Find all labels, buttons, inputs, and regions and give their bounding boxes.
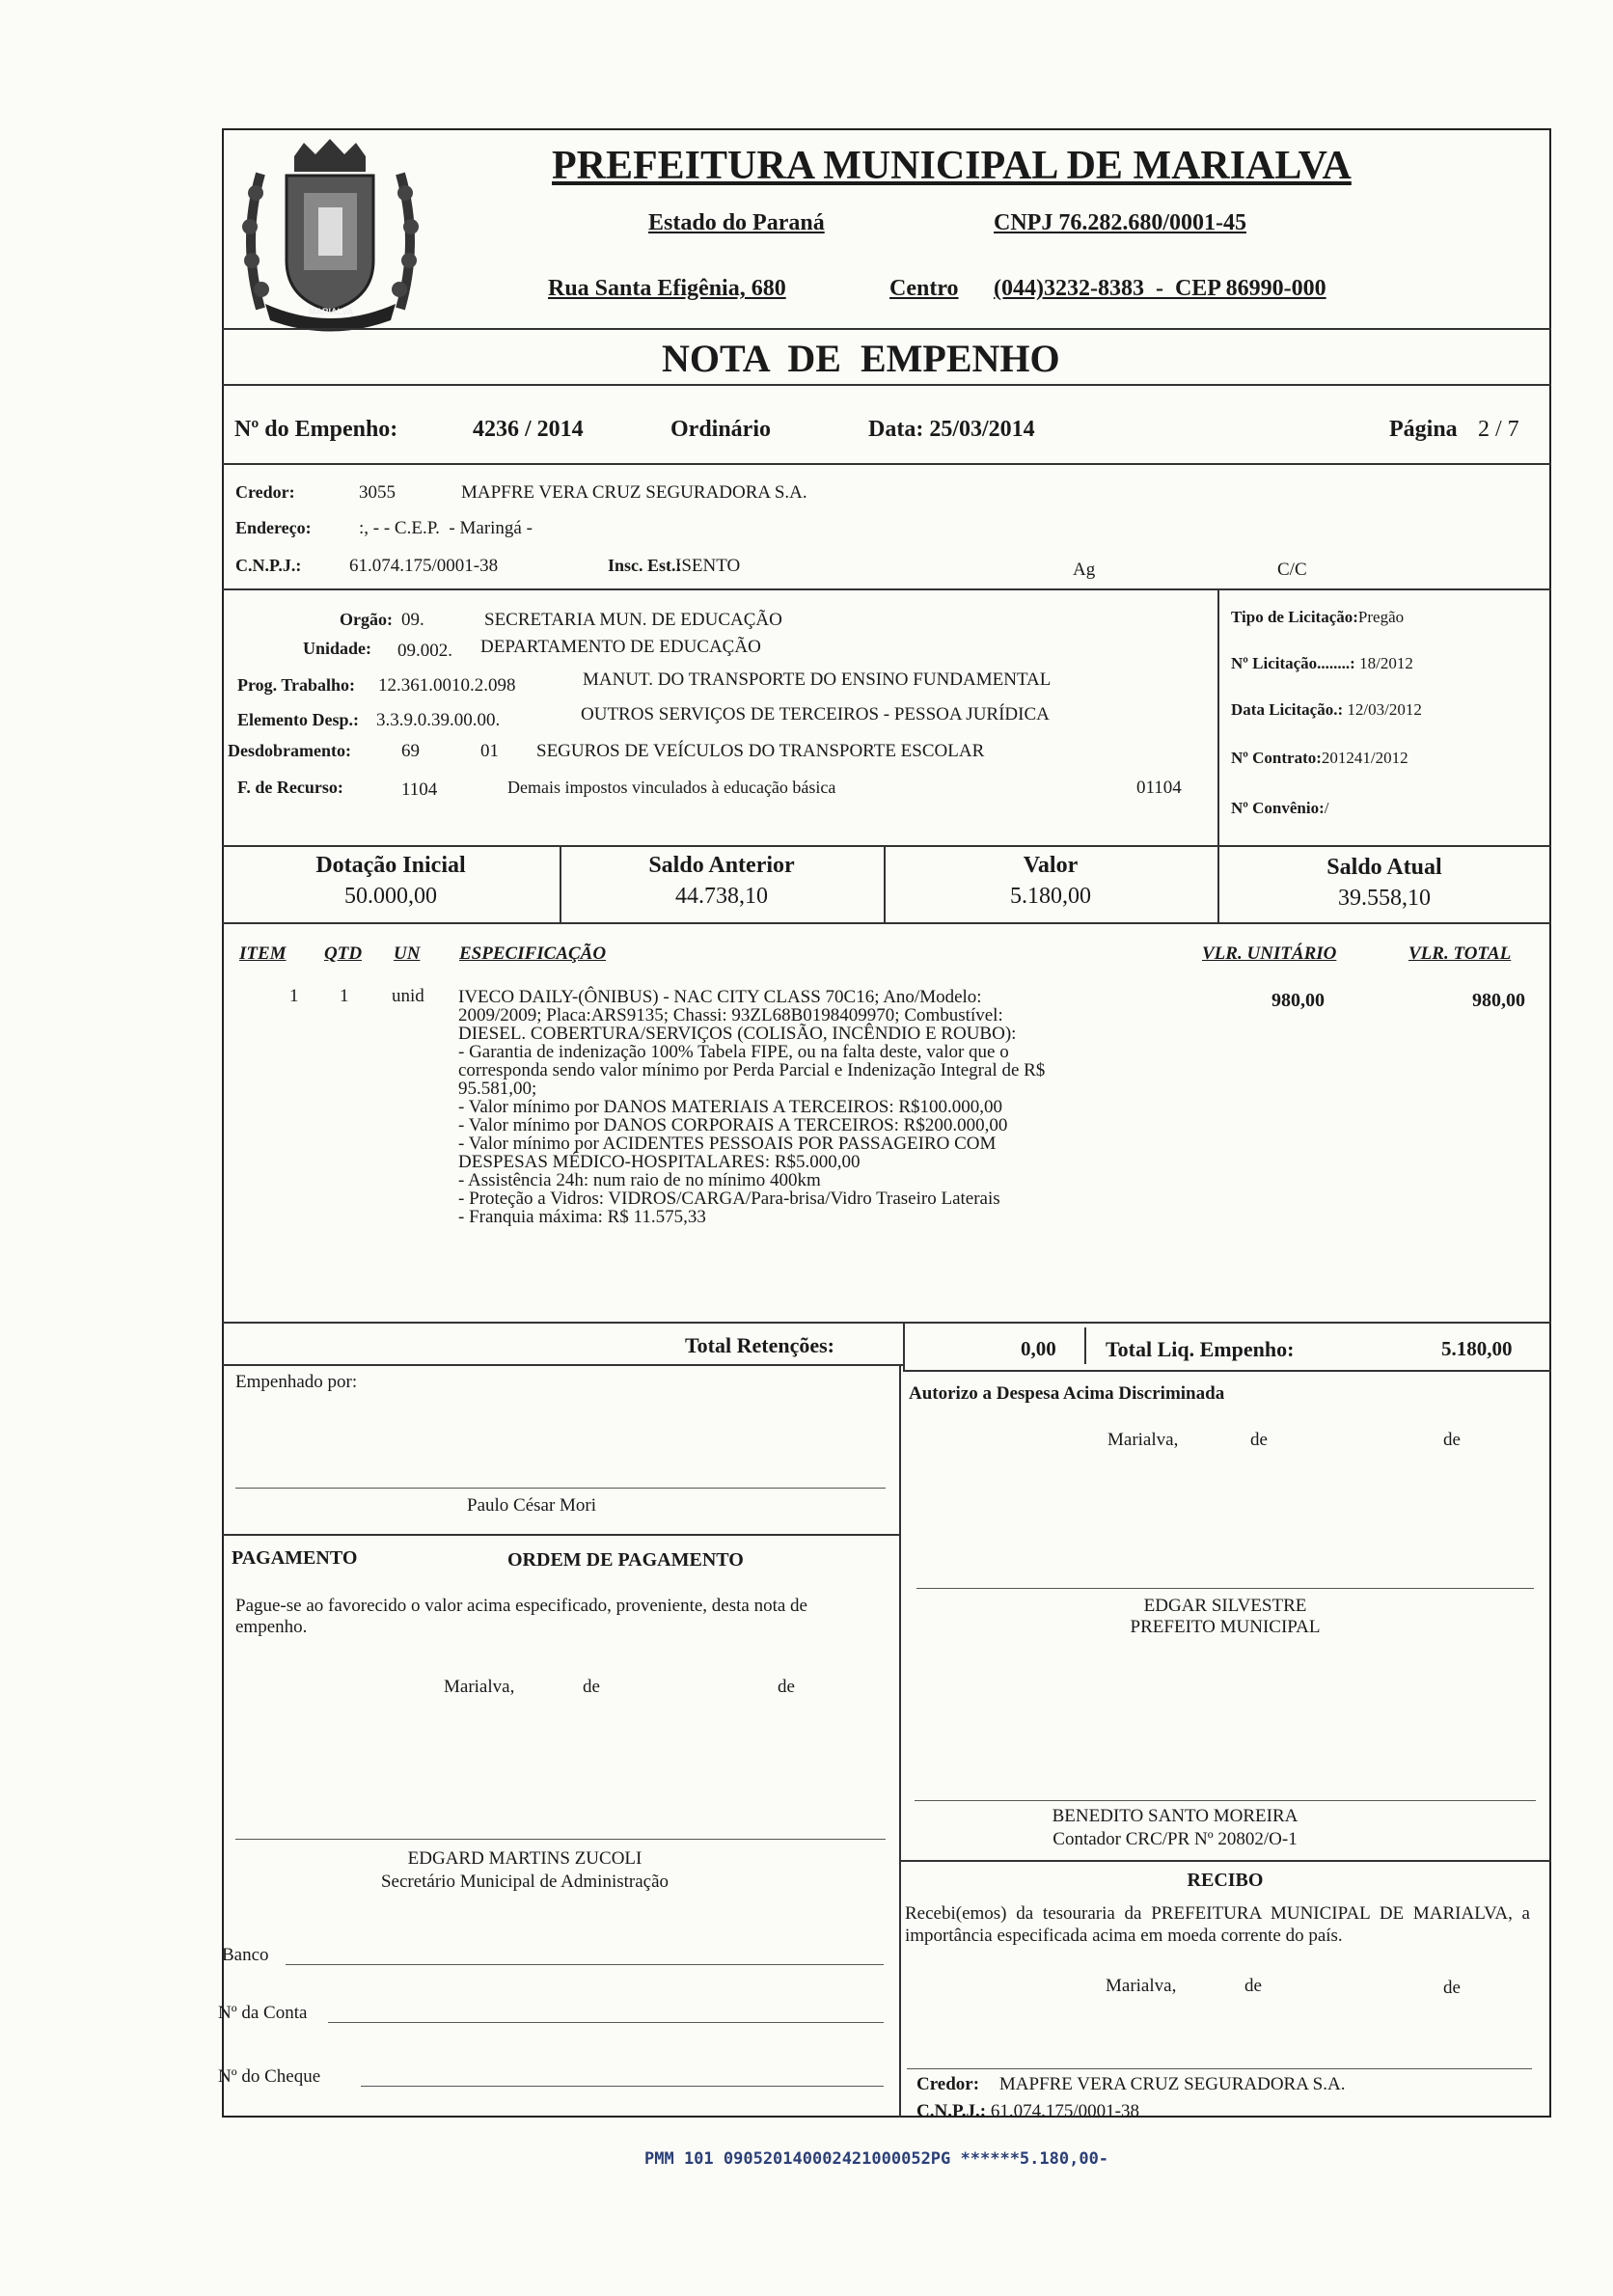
secretario-name: EDGARD MARTINS ZUCOLI [407,1848,642,1869]
total-retencoes-value: 0,00 [1021,1337,1056,1360]
desdobramento-name: SEGUROS DE VEÍCULOS DO TRANSPORTE ESCOLAR [536,741,985,761]
licitacao-type [1231,608,1404,627]
conta-label: Nº da Conta [218,2003,308,2023]
licitacao-type-value: Pregão [1357,608,1405,626]
autorizo-de-1: de [1250,1430,1268,1450]
elemento-code: 3.3.9.0.39.00.00. [376,710,501,730]
convenio [1231,799,1329,818]
total-liq-label: Total Liq. Empenho: [1106,1337,1295,1361]
insc-est-value: ISENTO [675,556,741,576]
prefeito-title: PREFEITO MUNICIPAL [1130,1617,1321,1637]
credor-name: MAPFRE VERA CRUZ SEGURADORA S.A. [461,482,807,503]
page-title: PREFEITURA MUNICIPAL DE MARIALVA [552,144,1352,188]
unidade-name: DEPARTAMENTO DE EDUCAÇÃO [480,637,761,657]
convenio-label: Nº Convênio: [1231,799,1325,817]
recibo-cnpj-value: 61.074.175/0001-38 [990,2101,1139,2121]
cheque-label: Nº do Cheque [218,2066,321,2087]
fonte-recurso-label: F. de Recurso: [237,778,343,797]
ag-label: Ag [1073,560,1096,580]
saldo-anterior-label: Saldo Anterior [648,853,795,878]
spec-line: 95.581,00; [458,1079,537,1099]
prog-trabalho-name: MANUT. DO TRANSPORTE DO ENSINO FUNDAMENTAL [583,670,1052,690]
pagamento-city: Marialva, [444,1677,515,1697]
municipal-crest-logo [236,135,424,333]
empenho-date: Data: 25/03/2014 [868,417,1035,442]
unidade-code: 09.002. [397,641,452,661]
recibo-credor-name: MAPFRE VERA CRUZ SEGURADORA S.A. [998,2074,1346,2094]
elemento-label: Elemento Desp.: [237,710,359,729]
items-header-spec: ESPECIFICAÇÃO [459,943,607,964]
item-qtd: 1 [340,986,349,1006]
credor-label: Credor: [235,482,295,502]
total-liq-value: 5.180,00 [1441,1337,1513,1360]
recibo-text: Recebi(emos) da tesouraria da PREFEITURA MUNICIPAL DE MARIALVA, a importância especificada acima em moeda corrente do país. [905,1903,1530,1946]
phone-cep-label: (044)3232-8383 - CEP 86990-000 [994,276,1326,301]
desdobramento-code: 69 [401,741,420,761]
licitacao-date [1231,700,1422,720]
spec-line: - Valor mínimo por DANOS CORPORAIS A TERCEIROS: R$200.000,00 [458,1115,1008,1135]
credor-cnpj: 61.074.175/0001-38 [349,556,499,576]
spec-line: - Valor mínimo por DANOS MATERIAIS A TERCEIROS: R$100.000,00 [458,1097,1003,1117]
orgao-name: SECRETARIA MUN. DE EDUCAÇÃO [484,610,782,630]
licitacao-date-label: Data Licitação.: [1231,700,1344,719]
spec-line: - Valor mínimo por ACIDENTES PESSOAIS POR PASSAGEIRO COM [458,1134,997,1154]
valor-value: 5.180,00 [1010,884,1091,909]
desdobramento-label: Desdobramento: [228,741,351,760]
pagamento-text: Pague-se ao favorecido o valor acima especificado, proveniente, desta nota de empenho. [235,1596,807,1637]
empenho-number: 4236 / 2014 [473,417,584,442]
saldo-anterior-value: 44.738,10 [675,884,768,909]
spec-line: - Garantia de indenização 100% Tabela FIPE, ou na falta deste, valor que o [458,1042,1009,1062]
state-label: Estado do Paraná [648,210,825,235]
fonte-recurso-code2: 01104 [1136,778,1182,798]
spec-line: DESPESAS MÉDICO-HOSPITALARES: R$5.000,00 [458,1152,861,1172]
credor-code: 3055 [359,482,396,503]
dotacao-inicial-value: 50.000,00 [344,884,437,909]
orgao-label: Orgão: [340,610,393,629]
spec-line: DIESEL. COBERTURA/SERVIÇOS (COLISÃO, INCÊNDIO E ROUBO): [458,1024,1017,1044]
spec-line: - Franquia máxima: R$ 11.575,33 [458,1207,706,1227]
recibo-cnpj [916,2101,1139,2122]
prog-trabalho-label: Prog. Trabalho: [237,675,356,695]
empenho-type: Ordinário [670,417,772,442]
insc-est-label: Insc. Est.: [608,556,682,575]
crest-motto: MARIALVA [309,307,354,316]
empenhado-por-label: Empenhado por: [235,1372,358,1392]
pagamento-de-2: de [778,1677,795,1697]
autorizo-de-2: de [1443,1430,1461,1450]
item-unit-value: 980,00 [1271,990,1325,1011]
recibo-de-2: de [1443,1978,1461,1998]
recibo-title: RECIBO [1187,1870,1264,1891]
credor-cnpj-label: C.N.P.J.: [235,556,302,575]
recibo-de-1: de [1244,1976,1262,1996]
pagamento-de-1: de [583,1677,600,1697]
empenho-label: Nº do Empenho: [234,417,398,442]
spec-line: - Assistência 24h: num raio de no mínimo 400km [458,1170,821,1190]
desdobramento-sub: 01 [480,741,499,761]
items-header-item: ITEM [239,943,287,964]
licitacao-date-value: 12/03/2012 [1347,700,1422,719]
unidade-label: Unidade: [303,639,372,658]
valor-label: Valor [1023,853,1079,878]
total-retencoes-label: Total Retenções: [685,1333,834,1357]
recibo-cnpj-label: C.N.P.J.: [916,2101,987,2121]
spec-line: 2009/2009; Placa:ARS9135; Chassi: 93ZL68B0198409970; Combustível: [458,1005,1003,1025]
licitacao-number [1231,654,1413,673]
elemento-name: OUTROS SERVIÇOS DE TERCEIROS - PESSOA JURÍDICA [581,704,1050,724]
item-specification [458,988,1153,1226]
licitacao-number-label: Nº Licitação........: [1231,654,1355,672]
banco-label: Banco [222,1945,269,1965]
ordem-pagamento-label: ORDEM DE PAGAMENTO [507,1549,744,1571]
spec-line: - Proteção a Vidros: VIDROS/CARGA/Para-brisa/Vidro Traseiro Laterais [458,1189,1000,1209]
contrato-label: Nº Contrato: [1231,749,1322,767]
address-field-label: Endereço: [235,518,312,537]
orgao-code: 09. [401,610,424,630]
licitacao-number-value: 18/2012 [1359,654,1413,672]
cc-label: C/C [1277,560,1307,580]
saldo-atual-label: Saldo Atual [1326,855,1442,880]
items-header-unit-value: VLR. UNITÁRIO [1202,943,1337,964]
saldo-atual-value: 39.558,10 [1338,886,1431,911]
empenhado-por-name: Paulo César Mori [467,1495,597,1516]
spec-line: corresponda sendo valor mínimo por Perda Parcial e Indenização Integral de R$ [458,1060,1046,1080]
recibo-credor [916,2074,1345,2095]
barcode-text: PMM 101 090520140002421000052PG ******5.180,00- [644,2149,1109,2169]
prog-trabalho-code: 12.361.0010.2.098 [378,675,516,696]
document-type-title: NOTA DE EMPENHO [662,337,1060,380]
item-number: 1 [289,986,299,1006]
items-header-un: UN [394,943,421,964]
autorizo-label: Autorizo a Despesa Acima Discriminada [909,1383,1225,1404]
page-label: Página [1389,417,1458,442]
contador-name: BENEDITO SANTO MOREIRA [1052,1806,1299,1826]
licitacao-type-label: Tipo de Licitação: [1231,608,1358,626]
district-label: Centro [889,276,959,301]
secretario-title: Secretário Municipal de Administração [380,1872,670,1892]
recibo-city: Marialva, [1106,1976,1177,1996]
dotacao-inicial-label: Dotação Inicial [315,853,466,878]
recibo-credor-label: Credor: [916,2074,980,2094]
contrato [1231,749,1408,768]
convenio-value: / [1324,799,1329,817]
fonte-recurso-name: Demais impostos vinculados à educação básica [507,778,836,797]
credor-address: :, - - C.E.P. - Maringá - [359,518,533,538]
autorizo-city: Marialva, [1107,1430,1179,1450]
pagamento-label: PAGAMENTO [232,1547,358,1569]
item-total-value: 980,00 [1472,990,1525,1011]
item-unit: unid [392,986,424,1006]
fonte-recurso-code: 1104 [401,779,438,800]
contador-title: Contador CRC/PR Nº 20802/O-1 [1053,1829,1298,1849]
contrato-value: 201241/2012 [1321,749,1408,767]
spec-line: IVECO DAILY-(ÔNIBUS) - NAC CITY CLASS 70C16; Ano/Modelo: [458,987,982,1007]
prefeito-name: EDGAR SILVESTRE [1143,1596,1307,1616]
items-header-qtd: QTD [324,943,363,964]
page-number: 2 / 7 [1478,417,1519,442]
cnpj-label: CNPJ 76.282.680/0001-45 [994,210,1246,235]
items-header-total-value: VLR. TOTAL [1408,943,1512,964]
address-label: Rua Santa Efigênia, 680 [548,276,786,301]
